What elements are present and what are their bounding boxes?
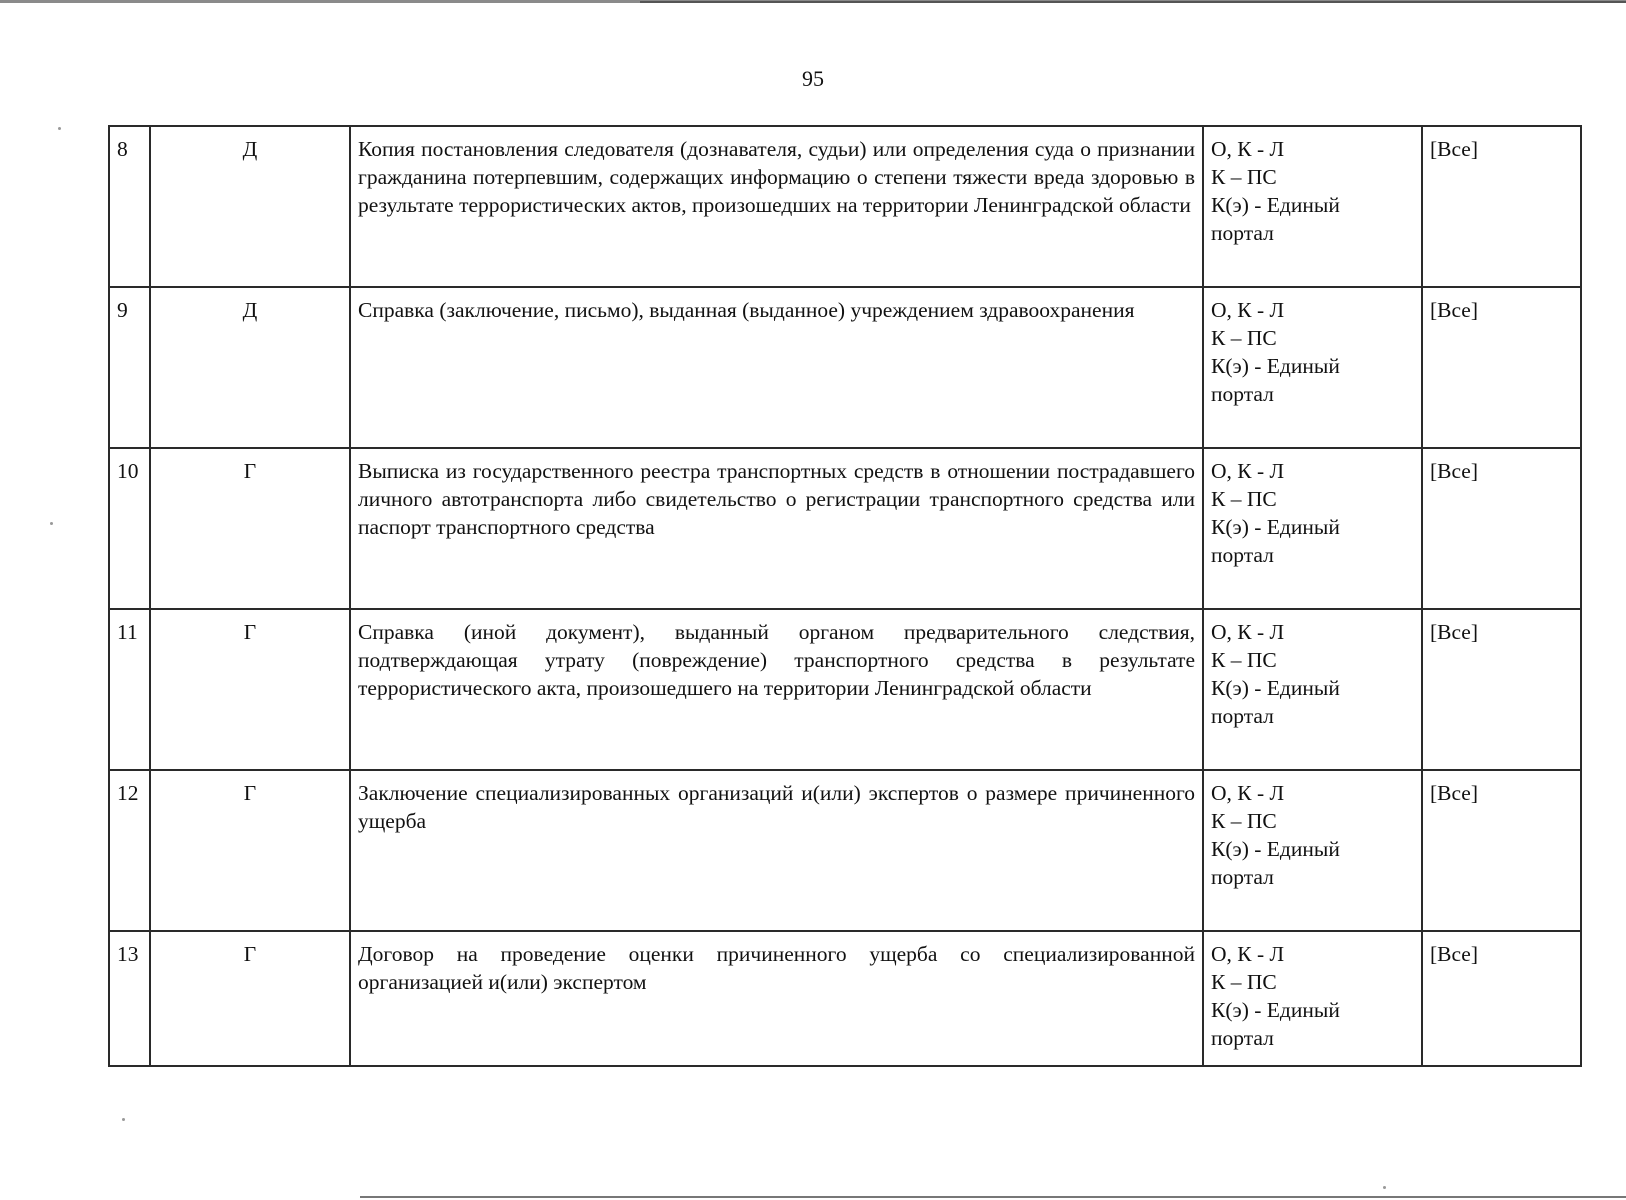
row-number: 10 xyxy=(109,448,150,609)
row-number: 13 xyxy=(109,931,150,1066)
document-type: Г xyxy=(150,448,350,609)
submission-ways xyxy=(1203,287,1422,448)
document-description: Заключение специализированных организаций и(или) экспертов о размере причиненного ущерба xyxy=(350,770,1203,931)
submission-ways xyxy=(1203,609,1422,770)
submission-way: О, К - Л xyxy=(1211,459,1285,483)
applies-to: [Все] xyxy=(1422,448,1581,609)
table-row xyxy=(109,448,1581,609)
submission-way: О, К - Л xyxy=(1211,781,1285,805)
scan-speck xyxy=(122,1118,125,1121)
submission-way: портал xyxy=(1211,704,1274,728)
submission-way: портал xyxy=(1211,1026,1274,1050)
document-type: Г xyxy=(150,931,350,1066)
submission-way: К(э) - Единый xyxy=(1211,515,1340,539)
submission-way: К(э) - Единый xyxy=(1211,837,1340,861)
table-row xyxy=(109,609,1581,770)
document-description: Выписка из государственного реестра транспортных средств в отношении пострадавшего личного автотранспорта либо свидетельство о регистрации транспортного средства или паспорт транспортного средства xyxy=(350,448,1203,609)
table-row xyxy=(109,287,1581,448)
submission-way: К(э) - Единый xyxy=(1211,193,1340,217)
scan-speck xyxy=(58,127,61,130)
applies-to: [Все] xyxy=(1422,287,1581,448)
table-row xyxy=(109,770,1581,931)
submission-ways xyxy=(1203,126,1422,287)
submission-way: К(э) - Единый xyxy=(1211,998,1340,1022)
applies-to: [Все] xyxy=(1422,770,1581,931)
row-number: 9 xyxy=(109,287,150,448)
row-number: 8 xyxy=(109,126,150,287)
table-row xyxy=(109,931,1581,1066)
submission-way: К – ПС xyxy=(1211,970,1277,994)
submission-way: О, К - Л xyxy=(1211,942,1285,966)
document-description: Копия постановления следователя (дознавателя, судьи) или определения суда о признании гражданина потерпевшим, содержащих информацию о степени тяжести вреда здоровью в результате террористических актов, произошедших на территории Ленинградской области xyxy=(350,126,1203,287)
document-type: Г xyxy=(150,770,350,931)
document-type: Д xyxy=(150,287,350,448)
submission-way: К(э) - Единый xyxy=(1211,354,1340,378)
applies-to: [Все] xyxy=(1422,609,1581,770)
submission-way: О, К - Л xyxy=(1211,137,1285,161)
table-row xyxy=(109,126,1581,287)
submission-way: К – ПС xyxy=(1211,487,1277,511)
submission-ways xyxy=(1203,448,1422,609)
applies-to: [Все] xyxy=(1422,126,1581,287)
page-number: 95 xyxy=(802,66,824,91)
row-number: 11 xyxy=(109,609,150,770)
scan-edge-bottom xyxy=(360,1196,1626,1198)
submission-way: К – ПС xyxy=(1211,326,1277,350)
row-number: 12 xyxy=(109,770,150,931)
submission-ways xyxy=(1203,931,1422,1066)
submission-way: портал xyxy=(1211,543,1274,567)
document-type: Д xyxy=(150,126,350,287)
applies-to: [Все] xyxy=(1422,931,1581,1066)
submission-way: О, К - Л xyxy=(1211,298,1285,322)
scan-speck xyxy=(50,522,53,525)
document-type: Г xyxy=(150,609,350,770)
submission-way: К – ПС xyxy=(1211,648,1277,672)
submission-way: портал xyxy=(1211,221,1274,245)
document-description: Договор на проведение оценки причиненного ущерба со специализированной организацией и(или) экспертом xyxy=(350,931,1203,1066)
submission-way: портал xyxy=(1211,382,1274,406)
submission-way: О, К - Л xyxy=(1211,620,1285,644)
submission-way: К – ПС xyxy=(1211,165,1277,189)
document-description: Справка (заключение, письмо), выданная (выданное) учреждением здравоохранения xyxy=(350,287,1203,448)
document-description: Справка (иной документ), выданный органом предварительного следствия, подтверждающая утрату (повреждение) транспортного средства в результате террористического акта, произошедшего на территории Ленинградской области xyxy=(350,609,1203,770)
scan-speck xyxy=(1383,1186,1386,1189)
scan-edge-top-right xyxy=(640,1,1626,3)
submission-way: К(э) - Единый xyxy=(1211,676,1340,700)
submission-way: портал xyxy=(1211,865,1274,889)
submission-ways xyxy=(1203,770,1422,931)
submission-way: К – ПС xyxy=(1211,809,1277,833)
documents-table xyxy=(108,125,1582,1067)
